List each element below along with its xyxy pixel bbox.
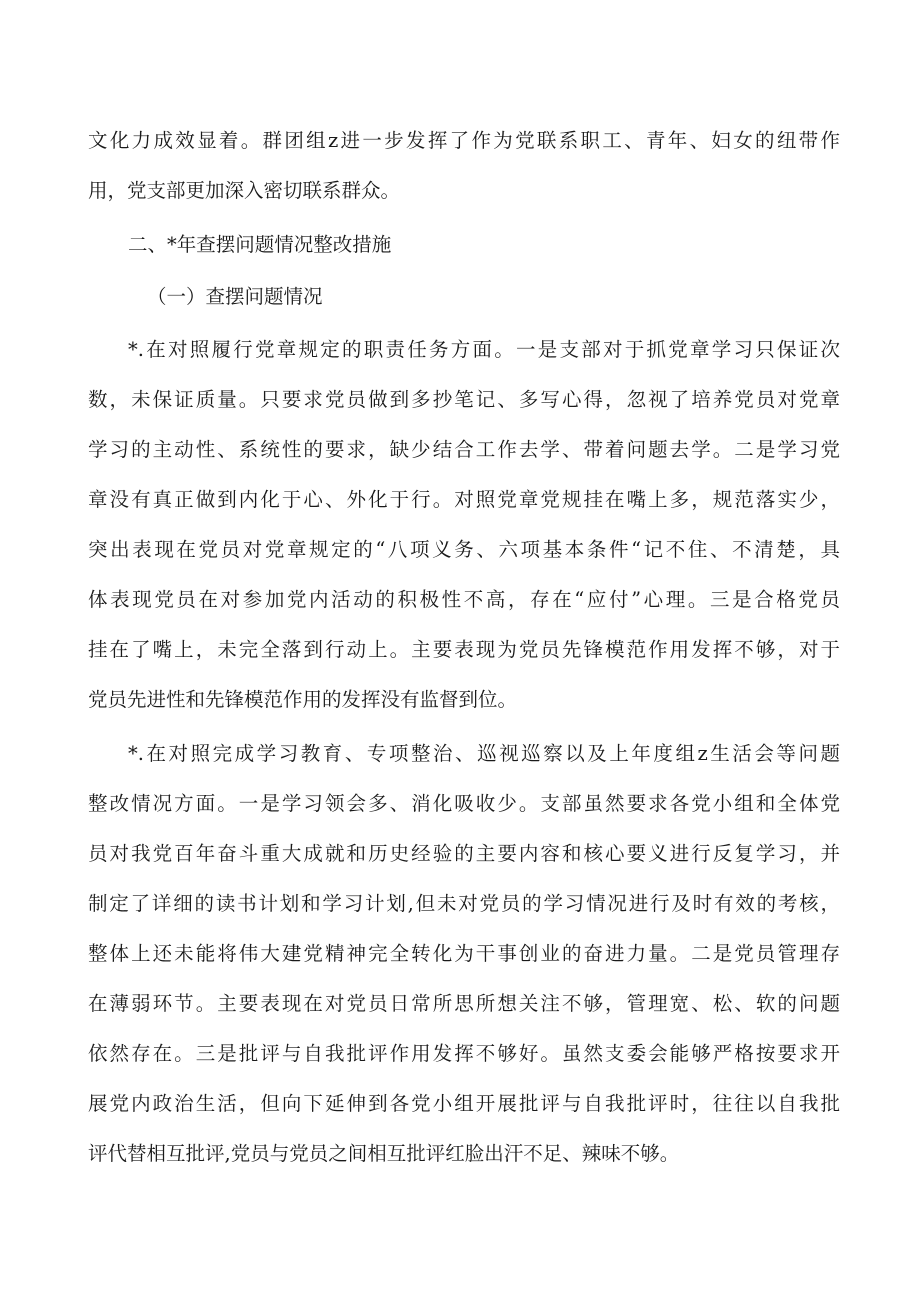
paragraph-intro-line-2: 用，党支部更加深入密切联系群众。 <box>88 179 401 202</box>
paragraph-1-line-7: 挂在了嘴上，未完全落到行动上。主要表现为党员先锋模范作用发挥不够，对于 <box>88 638 840 661</box>
subsection-heading: （一）查摆问题情况 <box>147 285 323 308</box>
paragraph-2-line-1: *.在对照完成学习教育、专项整治、巡视巡察以及上年度组z生活会等问题 <box>128 742 840 765</box>
paragraph-1-line-8: 党员先进性和先锋模范作用的发挥没有监督到位。 <box>88 688 518 711</box>
paragraph-1-line-5: 突出表现在党员对党章规定的“八项义务、六项基本条件“记不住、不清楚，具 <box>88 538 840 561</box>
paragraph-1-line-3: 学习的主动性、系统性的要求，缺少结合工作去学、带着问题去学。二是学习党 <box>88 438 840 461</box>
paragraph-2-line-7: 依然存在。三是批评与自我批评作用发挥不够好。虽然支委会能够严格按要求开 <box>88 1042 840 1065</box>
paragraph-2-line-8: 展党内政治生活，但向下延伸到各党小组开展批评与自我批评时，往往以自我批 <box>88 1092 840 1115</box>
paragraph-2-line-4: 制定了详细的读书计划和学习计划,但未对党员的学习情况进行及时有效的考核， <box>88 892 840 915</box>
paragraph-1-line-6: 体表现党员在对参加党内活动的积极性不高，存在“应付”心理。三是合格党员 <box>88 588 840 611</box>
paragraph-intro-line-1: 文化力成效显着。群团组z进一步发挥了作为党联系职工、青年、妇女的纽带作 <box>88 129 840 152</box>
paragraph-2-line-6: 在薄弱环节。主要表现在对党员日常所思所想关注不够，管理宽、松、软的问题 <box>88 992 840 1015</box>
section-heading: 二、*年查摆问题情况整改措施 <box>128 233 392 256</box>
paragraph-1-line-2: 数，未保证质量。只要求党员做到多抄笔记、多写心得，忽视了培养党员对党章 <box>88 388 840 411</box>
paragraph-1-line-1: *.在对照履行党章规定的职责任务方面。一是支部对于抓党章学习只保证次 <box>128 338 840 361</box>
paragraph-2-line-9: 评代替相互批评,党员与党员之间相互批评红脸出汗不足、辣味不够。 <box>88 1142 680 1165</box>
paragraph-2-line-2: 整改情况方面。一是学习领会多、消化吸收少。支部虽然要求各党小组和全体党 <box>88 792 840 815</box>
paragraph-1-line-4: 章没有真正做到内化于心、外化于行。对照党章党规挂在嘴上多，规范落实少， <box>88 488 840 511</box>
paragraph-2-line-3: 员对我党百年奋斗重大成就和历史经验的主要内容和核心要义进行反复学习，并 <box>88 842 840 865</box>
paragraph-2-line-5: 整体上还未能将伟大建党精神完全转化为干事创业的奋进力量。二是党员管理存 <box>88 942 840 965</box>
